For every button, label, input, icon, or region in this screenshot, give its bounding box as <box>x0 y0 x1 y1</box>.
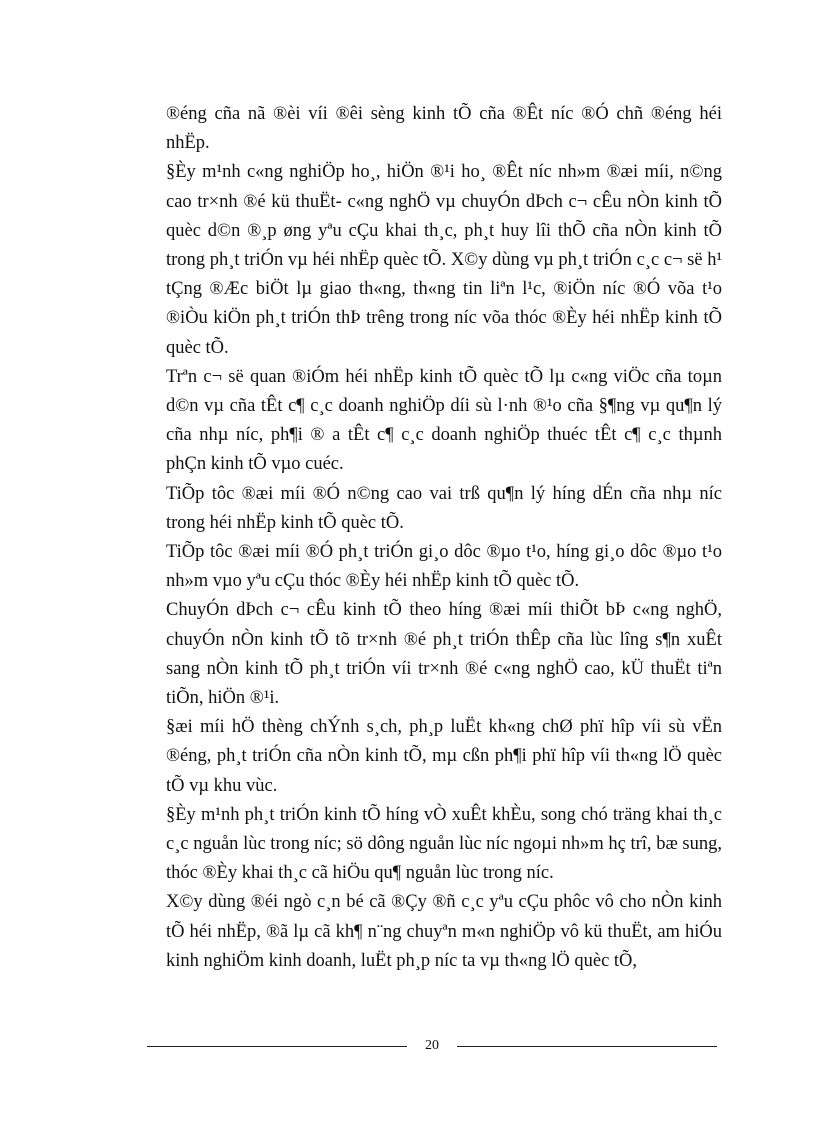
paragraph: ®éng cña nã ®èi víi ®êi sèng kinh tÕ cña ®Êt níc ®Ó chñ ®éng héi nhËp. <box>166 104 722 154</box>
paragraph: X©y dùng ®éi ngò c¸n bé cã ®Çy ®ñ c¸c yªu cÇu phôc vô cho nÒn kinh tÕ héi nhËp, ®ã lµ cã kh¶ n¨ng chuyªn m«n nghiÖp vô kü thuËt, am hiÓu kinh nghiÖm kinh doanh, luËt ph¸p níc ta vµ th«ng lÖ quèc tÕ, <box>166 892 722 971</box>
page-number: 20 <box>425 1038 439 1053</box>
paragraph: Trªn c¬ së quan ®iÓm héi nhËp kinh tÕ quèc tÕ lµ c«ng viÖc cña toµn d©n vµ cña tÊt c¶ c¸c doanh nghiÖp díi sù l·nh ®¹o cña §¶ng vµ qu¶n lý cña nhµ níc, ph¶i ® a tÊt c¶ c¸c doanh nghiÖp thuéc tÊt c¶ c¸c thµnh phÇn kinh tÕ vµo cuéc. <box>166 366 722 475</box>
paragraph: TiÕp tôc ®æi míi ®Ó n©ng cao vai trß qu¶n lý híng dÉn cña nhµ níc trong héi nhËp kinh tÕ quèc tÕ. <box>166 483 722 533</box>
paragraph: TiÕp tôc ®æi míi ®Ó ph¸t triÓn gi¸o dôc ®µo t¹o, híng gi¸o dôc ®µo t¹o nh»m vµo yªu cÇu thóc ®Èy héi nhËp kinh tÕ quèc tÕ. <box>166 542 722 592</box>
page-footer <box>147 1036 717 1056</box>
footer-rule-left <box>147 1046 407 1047</box>
body-text <box>166 100 722 976</box>
paragraph: §Èy m¹nh c«ng nghiÖp ho¸, hiÖn ®¹i ho¸ ®Êt níc nh»m ®æi míi, n©ng cao tr×nh ®é kü thuËt- c«ng nghÖ vµ chuyÓn dÞch c¬ cÊu nÒn kinh tÕ quèc d©n ®¸p øng yªu cÇu khai th¸c, ph¸t huy lîi thÕ cña nÒn kinh tÕ trong ph¸t triÓn vµ héi nhËp quèc tÕ. X©y dùng vµ ph¸t triÓn c¸c c¬ së h¹ tÇng ®Æc biÖt lµ giao th«ng, th«ng tin liªn l¹c, ®iÖn níc ®Ó võa t¹o ®iÒu kiÖn ph¸t triÓn thÞ trêng trong níc võa thóc ®Èy héi nhËp kinh tÕ quèc tÕ. <box>166 162 722 358</box>
paragraph: ChuyÓn dÞch c¬ cÊu kinh tÕ theo híng ®æi míi thiÕt bÞ c«ng nghÖ, chuyÓn nÒn kinh tÕ tõ tr×nh ®é ph¸t triÓn thÊp cña lùc lîng s¶n xuÊt sang nÒn kinh tÕ ph¸t triÓn víi tr×nh ®é c«ng nghÖ cao, kÜ thuËt tiªn tiÕn, hiÖn ®¹i. <box>166 600 722 709</box>
paragraph: §Èy m¹nh ph¸t triÓn kinh tÕ híng vÒ xuÊt khÈu, song chó träng khai th¸c c¸c nguån lùc trong níc; sö dông nguån lùc níc ngoµi nh»m hç trî, bæ sung, thóc ®Èy khai th¸c cã hiÖu qu¶ nguån lùc trong níc. <box>166 804 722 884</box>
footer-rule-right <box>457 1046 717 1047</box>
paragraph: §æi míi hÖ thèng chÝnh s¸ch, ph¸p luËt kh«ng chØ phï hîp víi sù vËn ®éng, ph¸t triÓn cña nÒn kinh tÕ, mµ cßn ph¶i phï hîp víi th«ng lÖ quèc tÕ vµ khu vùc. <box>166 717 722 796</box>
